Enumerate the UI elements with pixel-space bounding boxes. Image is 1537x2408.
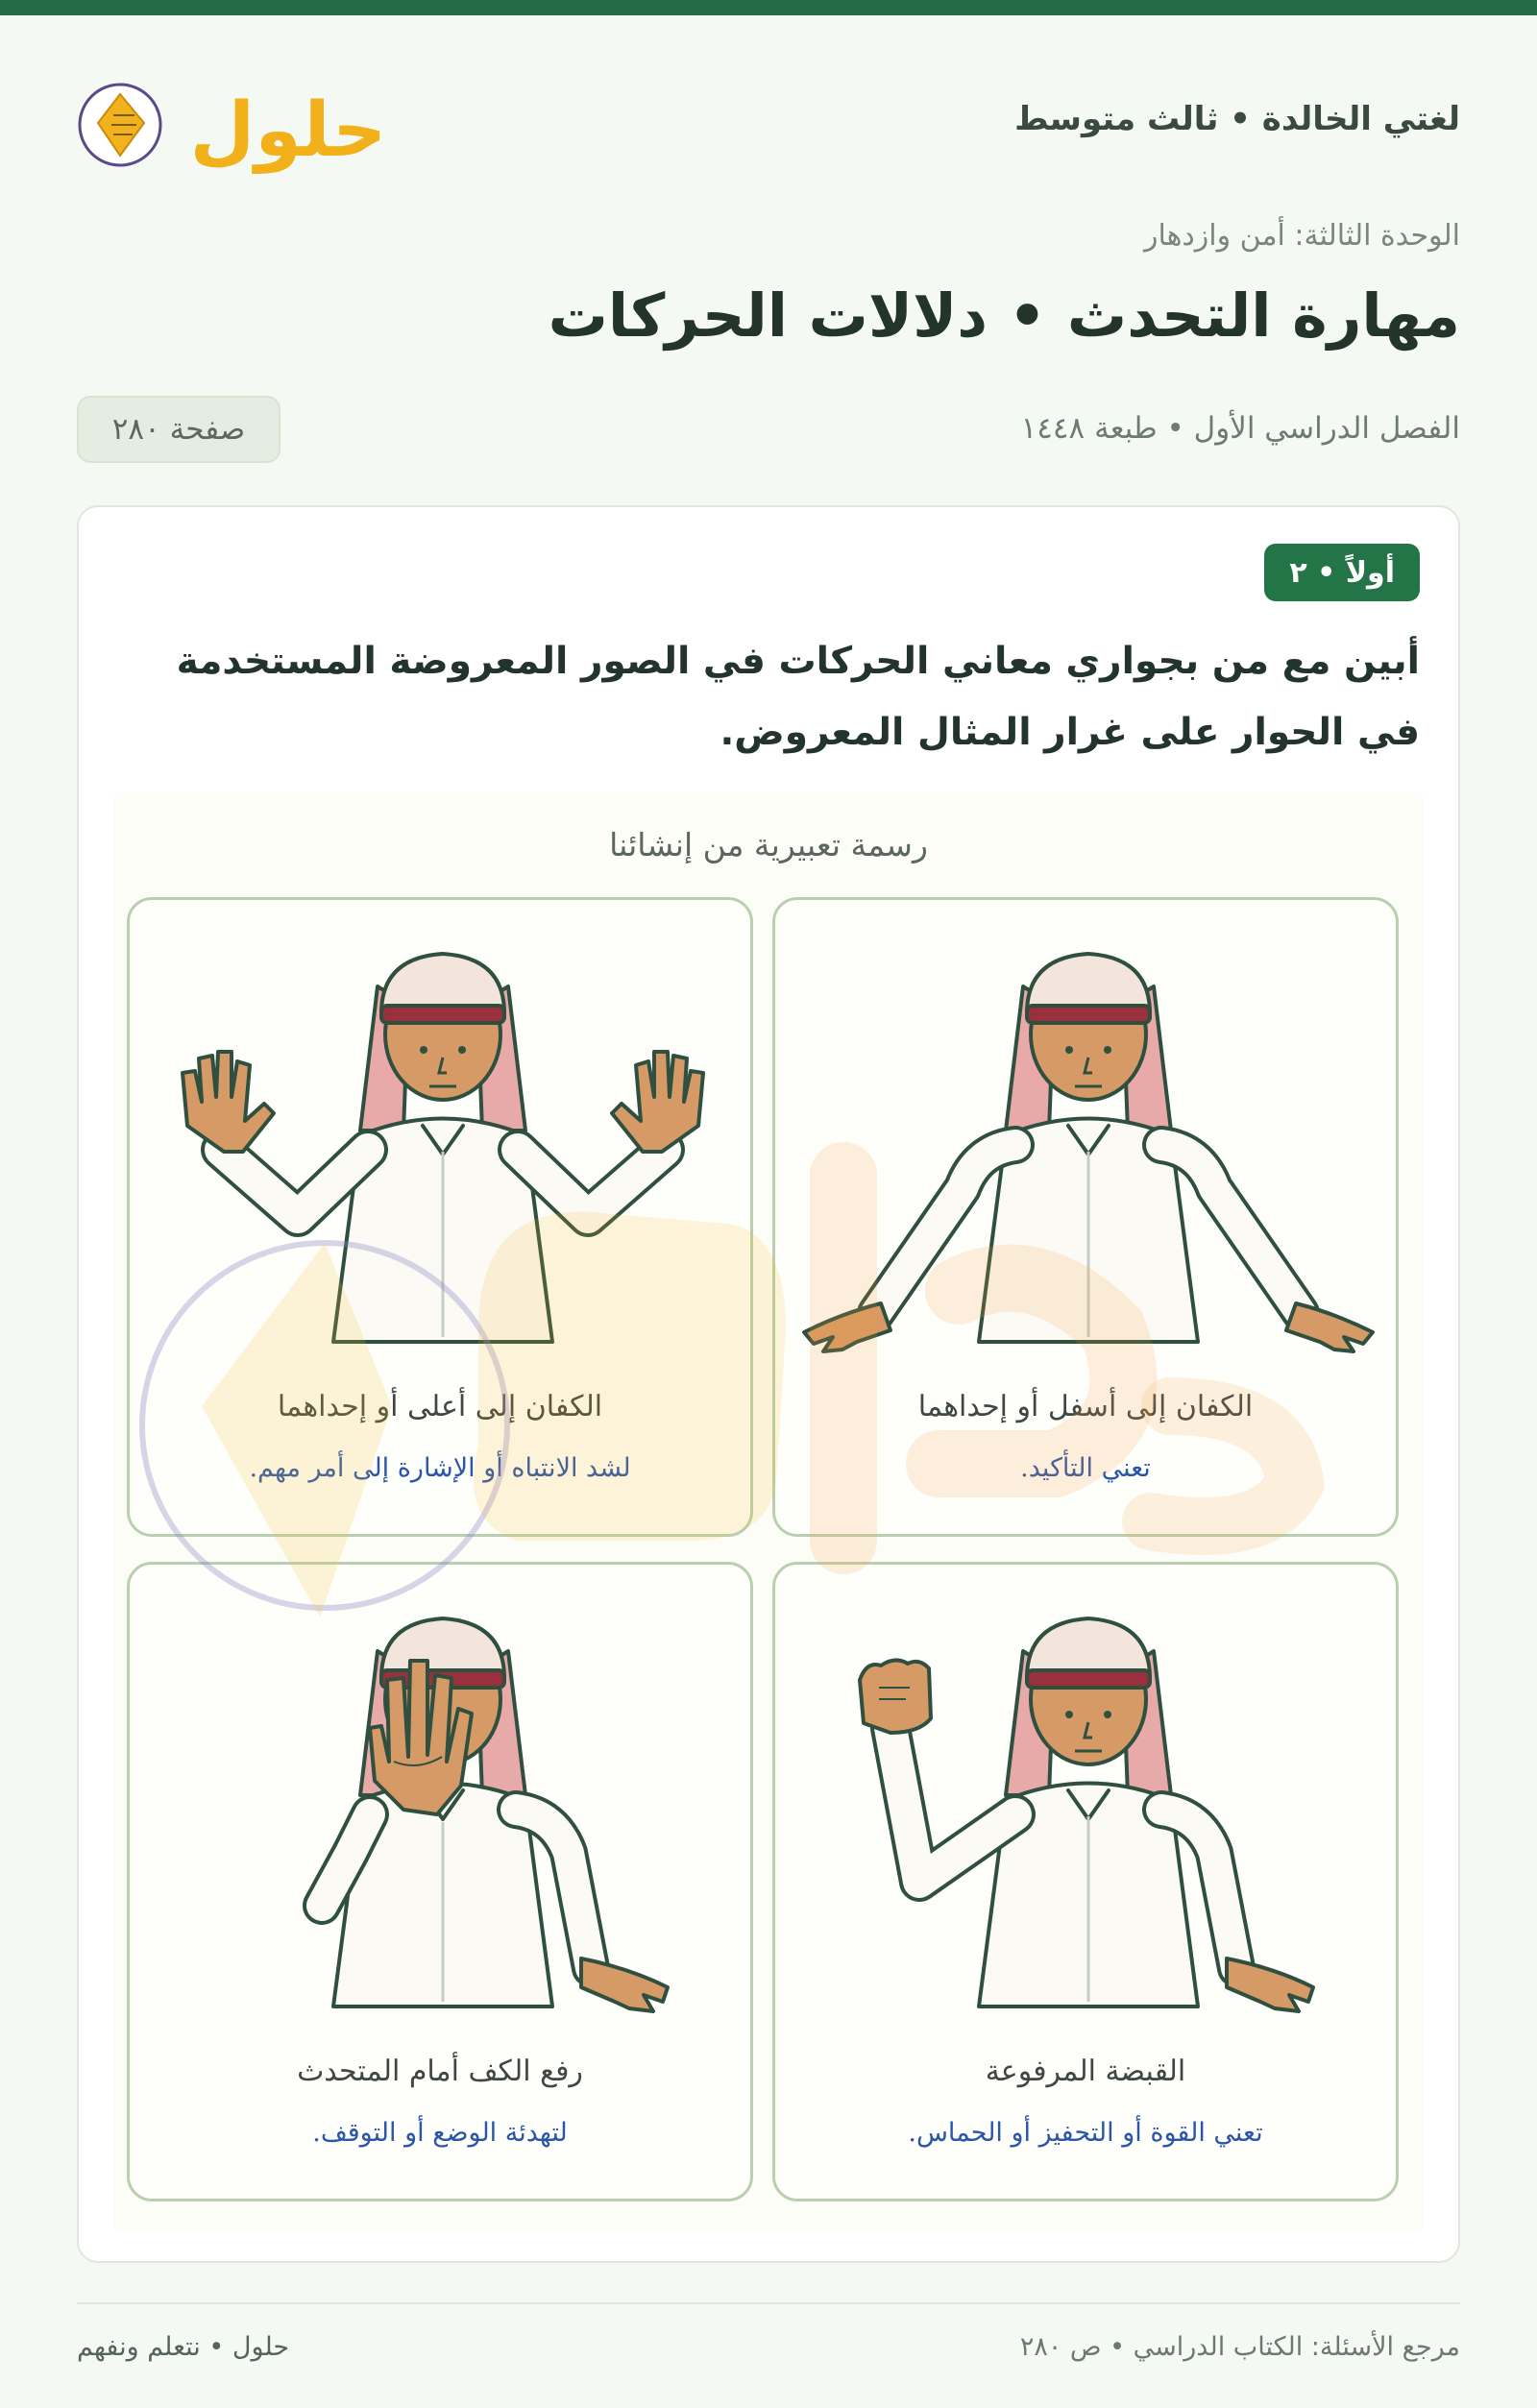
gesture-meaning: لشد الانتباه أو الإشارة إلى أمر مهم.	[249, 1453, 631, 1483]
illustration-caption: رسمة تعبيرية من إنشائنا	[609, 826, 928, 863]
gesture-label: رفع الكف أمام المتحدث	[297, 2055, 583, 2088]
gesture-panel-raised-fist	[772, 1562, 1399, 2201]
question-number-tag: أولاً • ٢	[1264, 544, 1420, 601]
logo-wordmark: حلول	[189, 87, 387, 174]
unit-name: الوحدة الثالثة: أمن وازدهار	[1143, 219, 1460, 253]
page-title: مهارة التحدث • دلالات الحركات	[548, 280, 1460, 351]
page-number-badge: صفحة ٢٨٠	[77, 396, 281, 463]
top-accent-bar	[0, 0, 1537, 15]
hulul-logo[interactable]	[77, 67, 387, 182]
footer-brand[interactable]: حلول • نتعلم ونفهم	[77, 2332, 290, 2362]
gestures-illustration	[113, 791, 1424, 2232]
hands-up-figure	[130, 900, 756, 1540]
hands-down-figure	[775, 900, 1402, 1540]
header	[77, 58, 1460, 182]
gesture-panel-palm-forward	[127, 1562, 753, 2201]
footer-reference: مرجع الأسئلة: الكتاب الدراسي • ص ٢٨٠	[1019, 2332, 1460, 2362]
gesture-panel-hands-down	[772, 897, 1399, 1537]
gesture-label: الكفان إلى أعلى أو إحداهما	[277, 1390, 603, 1423]
course-title: لغتي الخالدة • ثالث متوسط	[1014, 100, 1460, 138]
gesture-meaning: تعني القوة أو التحفيز أو الحماس.	[908, 2118, 1263, 2148]
footer-divider	[77, 2302, 1460, 2304]
question-card	[77, 505, 1460, 2263]
gesture-panel-hands-up	[127, 897, 753, 1537]
gesture-label: القبضة المرفوعة	[985, 2055, 1186, 2088]
gesture-meaning: تعني التأكيد.	[1020, 1453, 1151, 1483]
gesture-label: الكفان إلى أسفل أو إحداهما	[917, 1390, 1254, 1423]
raised-fist-figure	[775, 1565, 1402, 2204]
gesture-meaning: لتهدئة الوضع أو التوقف.	[312, 2118, 568, 2148]
palm-forward-figure	[130, 1565, 756, 2204]
question-text: أبين مع من بجواري معاني الحركات في الصور المعروضة المستخدمة في الحوار على غرار المثال المعروض.	[176, 640, 1420, 754]
term-edition: الفصل الدراسي الأول • طبعة ١٤٤٨	[1020, 411, 1460, 446]
